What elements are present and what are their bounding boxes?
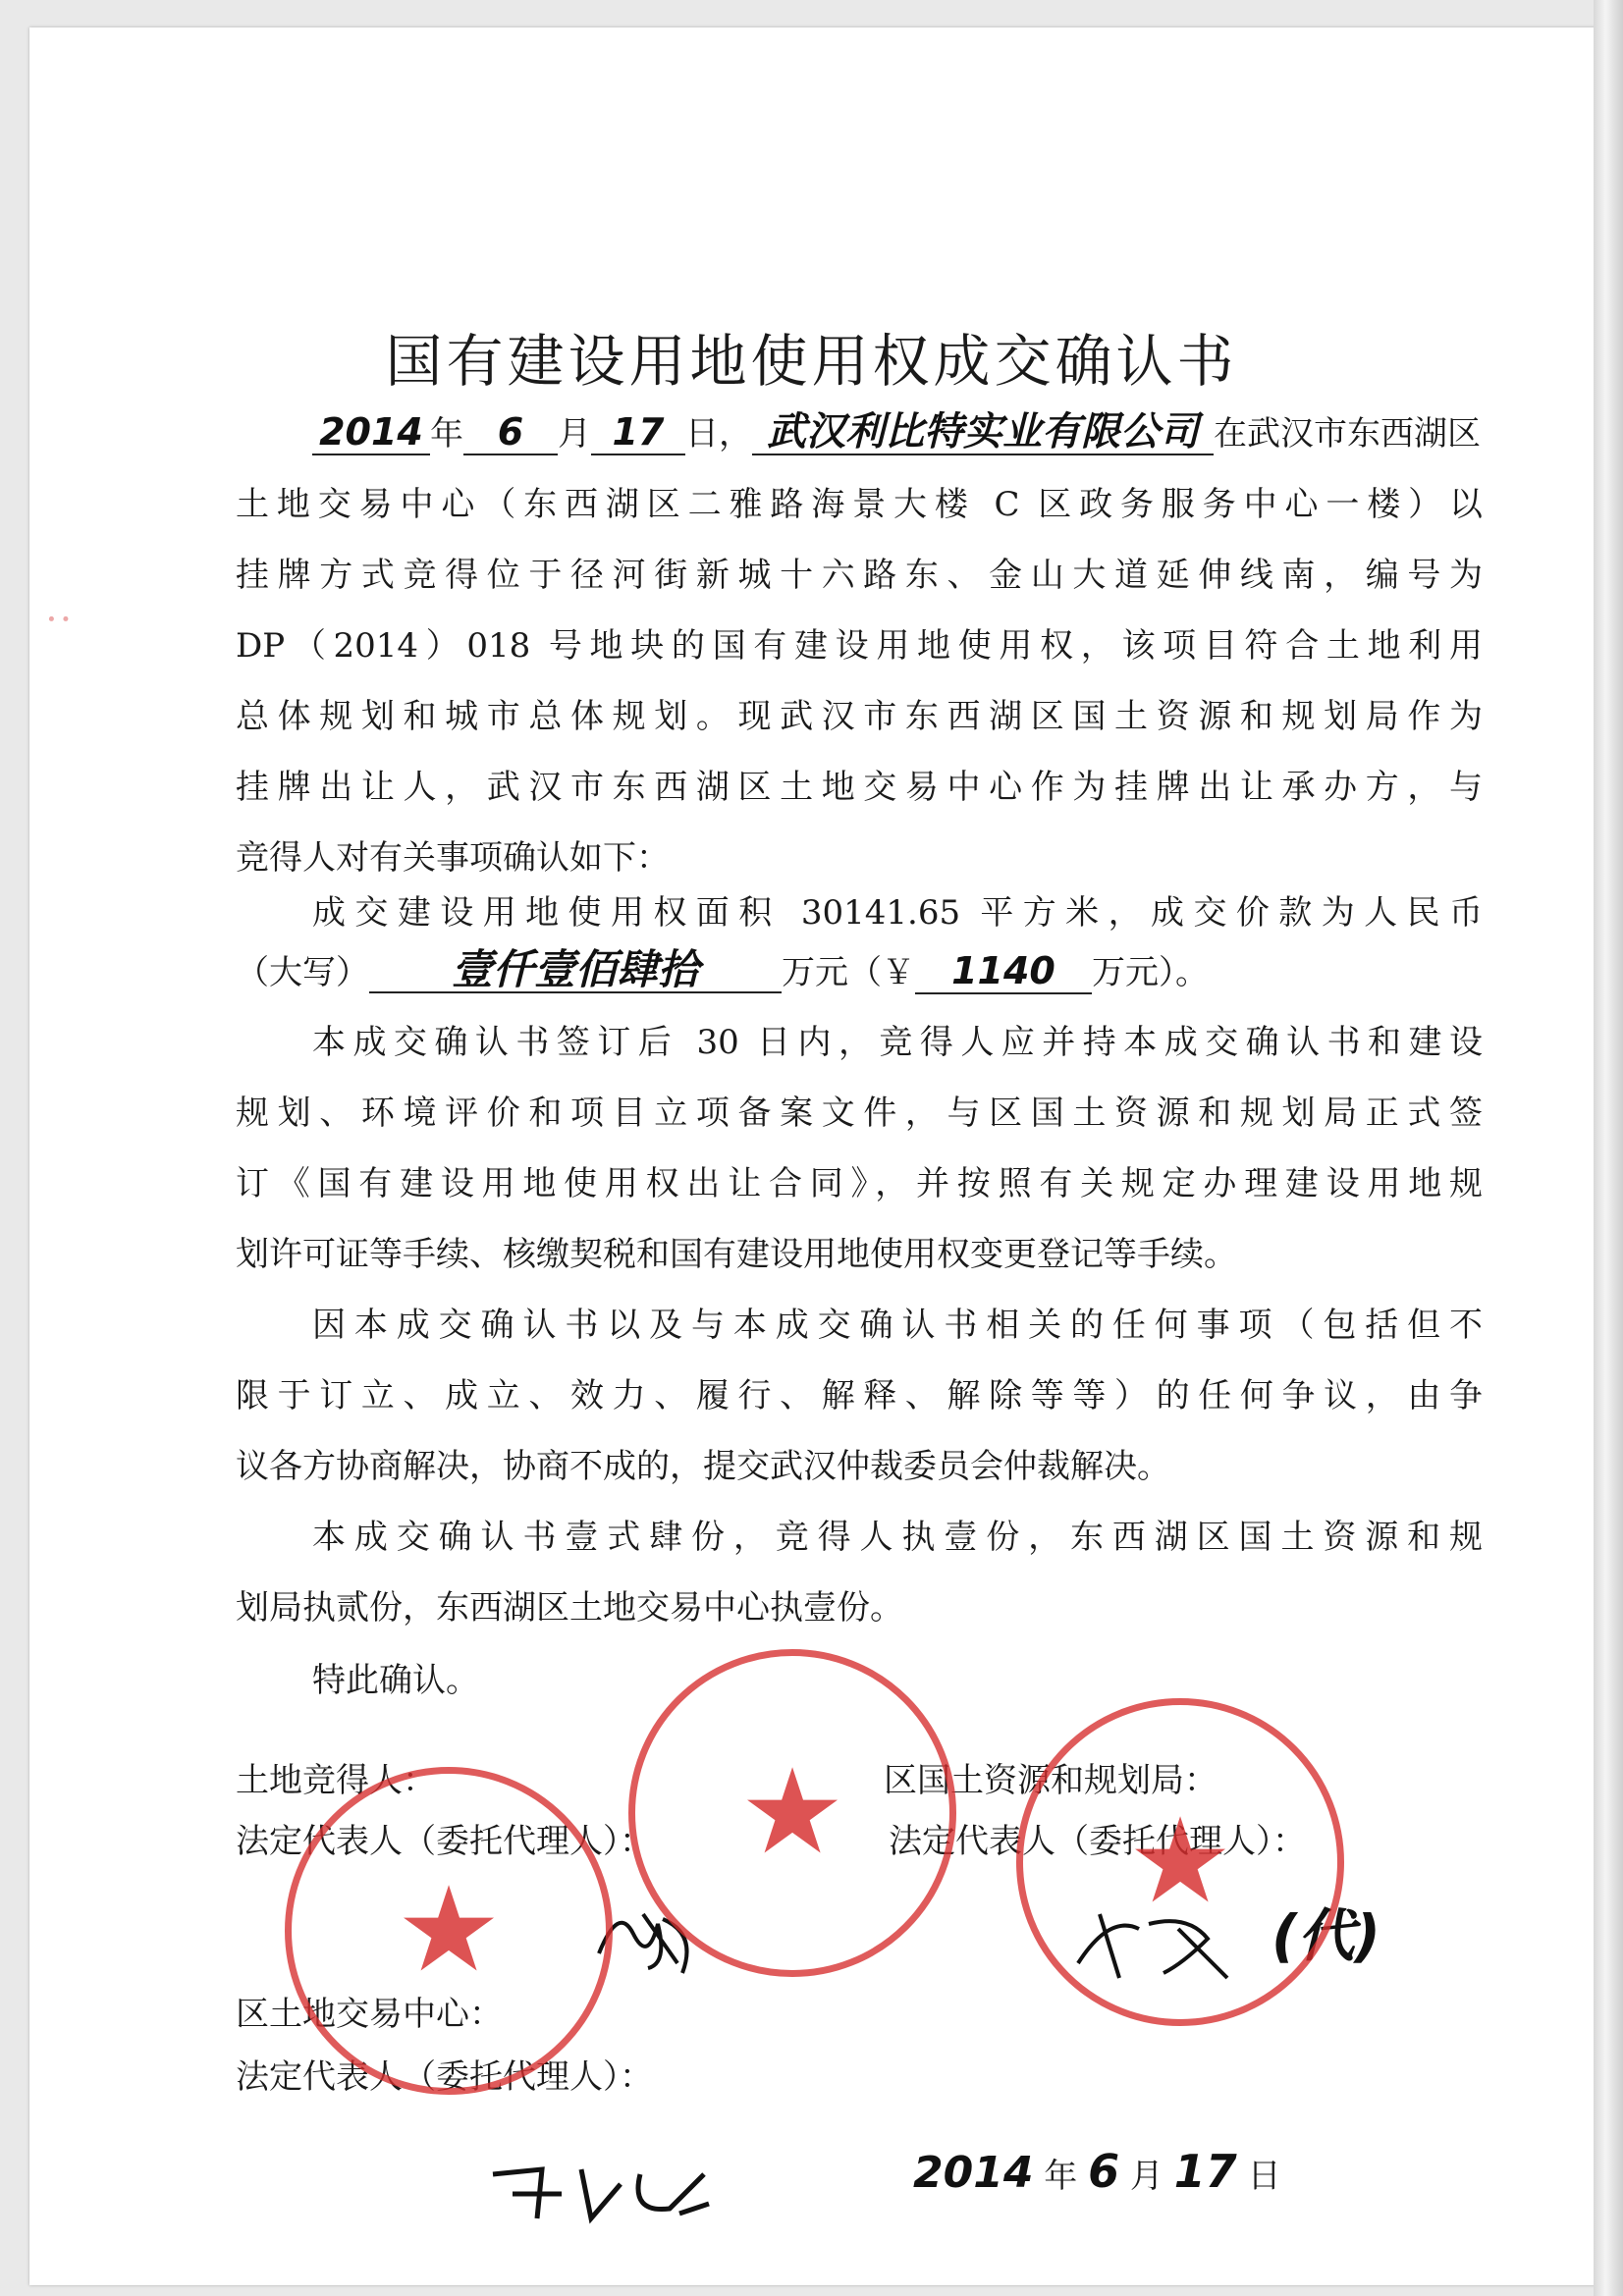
bureau-signature-suffix: (代) <box>1271 1902 1381 1969</box>
seal-star-icon: ★ <box>1127 1793 1233 1930</box>
intro-line-2: 土地交易中心（东西湖区二雅路海景大楼 C 区政务服务中心一楼）以 <box>236 485 1483 524</box>
company-seal <box>628 1649 956 1977</box>
sign-date-month-char: 月 <box>1129 2157 1163 2196</box>
sign-date <box>913 2145 1281 2200</box>
dispute-line-2: 限于订立、成立、效力、履行、解释、解除等等）的任何争议，由争 <box>236 1376 1483 1415</box>
day-char: 日， <box>685 414 752 454</box>
contract-line-3: 订《国有建设用地使用权出让合同》，并按照有关规定办理建设用地规 <box>236 1164 1483 1203</box>
copies-line-1: 本成交确认书壹式肆份，竞得人执壹份，东西湖区国土资源和规 <box>312 1518 1483 1557</box>
seal-star-icon: ★ <box>396 1862 502 1999</box>
dispute-line-3: 议各方协商解决，协商不成的，提交武汉仲裁委员会仲裁解决。 <box>236 1447 1170 1486</box>
intro-line-1-tail: 在武汉市东西湖区 <box>1214 414 1481 454</box>
amount-suffix: 万元）。 <box>1092 953 1209 992</box>
dispute-line-1: 因本成交确认书以及与本成交确认书相关的任何事项（包括但不 <box>312 1306 1483 1345</box>
year-char: 年 <box>430 414 463 454</box>
intro-line-7: 竞得人对有关事项确认如下： <box>236 838 670 878</box>
land-trading-center-seal <box>285 1767 613 2095</box>
sign-date-year-char: 年 <box>1044 2157 1078 2196</box>
scan-speck: ∙ ∙ <box>47 609 71 629</box>
sign-date-year: 2014 <box>913 2148 1034 2198</box>
amount-words-prefix: （大写） <box>236 953 369 992</box>
document-title: 国有建设用地使用权成交确认书 <box>385 327 1238 395</box>
bidder-label: 土地竞得人： <box>236 1761 436 1800</box>
land-bureau-seal <box>1016 1698 1344 2026</box>
copies-line-2: 划局执贰份，东西湖区土地交易中心执壹份。 <box>236 1588 903 1628</box>
sign-date-month: 6 <box>1088 2145 1120 2198</box>
bidder-rep-label: 法定代表人（委托代理人）： <box>236 1822 653 1861</box>
center-rep-label: 法定代表人（委托代理人）： <box>236 2057 653 2097</box>
intro-line-4: DP（2014）018 号地块的国有建设用地使用权，该项目符合土地利用 <box>236 626 1483 666</box>
handwritten-month: 6 <box>463 410 558 455</box>
price-line-2 <box>236 945 1209 996</box>
intro-line-6: 挂牌出让人，武汉市东西湖区土地交易中心作为挂牌出让承办方，与 <box>236 768 1483 807</box>
sign-date-day: 17 <box>1173 2145 1237 2198</box>
intro-line-5: 总体规划和城市总体规划。现武汉市东西湖区国土资源和规划局作为 <box>236 697 1483 736</box>
contract-line-4: 划许可证等手续、核缴契税和国有建设用地使用权变更登记等手续。 <box>236 1235 1237 1274</box>
bureau-label: 区国土资源和规划局： <box>884 1761 1217 1800</box>
intro-line-1 <box>312 410 1481 457</box>
sign-date-day-char: 日 <box>1247 2157 1281 2196</box>
intro-line-3: 挂牌方式竞得位于径河街新城十六路东、金山大道延伸线南，编号为 <box>236 556 1483 595</box>
handwritten-amount-words: 壹仟壹佰肆拾 <box>369 948 782 993</box>
contract-line-2: 规划、环境评价和项目立项备案文件，与区国土资源和规划局正式签 <box>236 1094 1483 1133</box>
bureau-rep-label: 法定代表人（委托代理人）： <box>889 1822 1306 1861</box>
amount-mid: 万元（￥ <box>782 953 915 992</box>
contract-line-1: 本成交确认书签订后 30 日内，竞得人应并持本成交确认书和建设 <box>312 1023 1483 1062</box>
price-line-1: 成交建设用地使用权面积 30141.65 平方米，成交价款为人民币 <box>312 893 1483 933</box>
handwritten-year: 2014 <box>312 410 430 455</box>
handwritten-day: 17 <box>591 410 685 455</box>
center-rep-handwritten-signature <box>483 2145 719 2233</box>
seal-star-icon: ★ <box>739 1744 845 1881</box>
handwritten-amount-number: 1140 <box>915 949 1092 994</box>
handwritten-company: 武汉利比特实业有限公司 <box>752 410 1214 455</box>
center-label: 区土地交易中心： <box>236 1995 503 2034</box>
month-char: 月 <box>558 414 591 454</box>
confirmation-text: 特此确认。 <box>312 1661 479 1700</box>
